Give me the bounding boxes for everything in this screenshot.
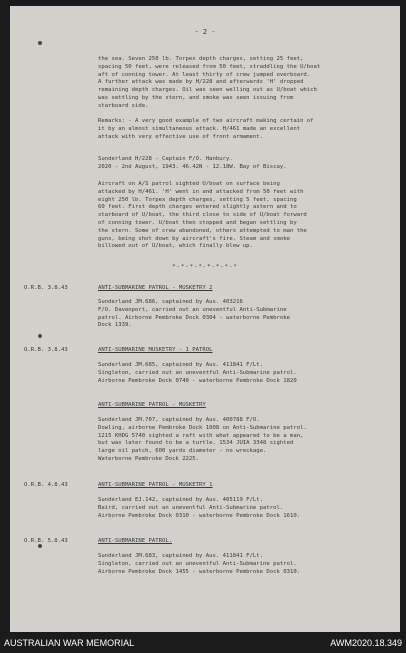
paragraph-sunderland-header: Sunderland H/228 - Captain F/O. Hanbury. 2020 - 2nd August, 1943. 46.42N - 12.18W. Bay of Biscay. [98, 156, 287, 170]
entry-heading: ANTI-SUBMARINE PATROL - MUSKETRY 1 [98, 482, 213, 488]
entry-heading: ANTI-SUBMARINE PATROL - MUSKETRY [98, 402, 206, 408]
document-page [10, 6, 400, 632]
entry-heading: ANTI-SUBMARINE PATROL - MUSKETRY 2 [98, 285, 213, 291]
orb-date: O.R.B. 5.8.43 [24, 538, 68, 544]
paragraph-attack-details: the sea. Seven 250 lb. Torpex depth charges, setting 25 feet, spacing 50 feet, were released from 50 feet, straddling the U/boat aft of conning tower. At least thirty of crew jumped overboard. A further attack was made by H/228 and afterwards 'H' dropped remaining depth charges. Oil was seen welling out as U/boat which was settling by the stern, and smoke was seen issuing from starboard side. [98, 56, 321, 109]
page-number: - 2 - [194, 28, 216, 36]
punch-hole [38, 544, 42, 548]
entry-body: Sunderland JM.686, captained by Aus. 403216 F/O. Davenport, carried out an uneventful Anti-Submarine patrol. Airborne Pembroke Dock 0304 - waterborne Pembroke Dock 1339. [98, 299, 290, 329]
orb-date: O.R.B. 3.8.43 [24, 285, 68, 291]
entry-heading: ANTI-SUBMARINE PATROL. [98, 538, 173, 544]
footer-institution: AUSTRALIAN WAR MEMORIAL [4, 638, 135, 648]
entry-body: Sunderland JM.707, captained by Aus. 400788 F/O. Dowling, airborne Pembroke Dock 1008 on Anti-Submarine patrol. 1215 KHDG 5740 sighted a raft with what appeared to be a man, but was later found to be a turtle. 1534 JUIA 3348 sighted large oil patch, 600 yards diameter - no wreckage. Waterborne Pembroke Dock 2225. [98, 417, 307, 462]
punch-hole [38, 41, 42, 45]
entry-body: Sunderland JM.683, captained by Aus. 411841 F/Lt. Singleton, carried out an uneventful Anti-Submarine patrol. Airborne Pembroke Dock 1455 - waterborne Pembroke Dock 0310. [98, 553, 301, 575]
entry-body: Sunderland EJ.142, captained by Aus. 405119 F/Lt. Baird, carried out an uneventful Anti-Submarine patrol. Airborne Pembroke Dock 0310 - waterborne Pembroke Dock 1610. [98, 497, 301, 519]
footer-accession-number: AWM2020.18.349 [330, 638, 402, 648]
section-divider: *-*-*-*-*-*-*-* [172, 264, 238, 270]
paragraph-aircraft-report: Aircraft on A/S patrol sighted U/boat on surface being attacked by H/461. 'H' went in and attacked from 50 feet with eight 250 lb. Torpex depth charges, setting 5 feet, spacing 60 feet. First depth charges entered slightly astern and to starboard of U/boat, the third close to side of U/boat forward of conning tower. U/boat then stopped and began settling by the stern. Some of crew abandoned, others attempted to man the guns, being shot down by aircraft's fire. Steam and smoke billowed out of U/boat, which finally blew up. [98, 181, 307, 250]
entry-body: Sunderland JM.685, captained by Aus. 411841 F/Lt. Singleton, carried out an uneventful Anti-Submarine patrol. Airborne Pembroke Dock 0740 - waterborne Pembroke Dock 1820 [98, 362, 297, 384]
orb-date: O.R.B. 4.8.43 [24, 482, 68, 488]
entry-heading: ANTI-SUBMARINE MUSKETRY - 1 PATROL [98, 347, 213, 353]
paragraph-remarks: Remarks: - A very good example of two aircraft making certain of it by an almost simultaneous attack. H/461 made an excellent attack with very effective use of front armament. [98, 118, 314, 140]
punch-hole [38, 334, 42, 338]
footer-bar [0, 632, 406, 653]
orb-date: O.R.B. 3.8.43 [24, 347, 68, 353]
